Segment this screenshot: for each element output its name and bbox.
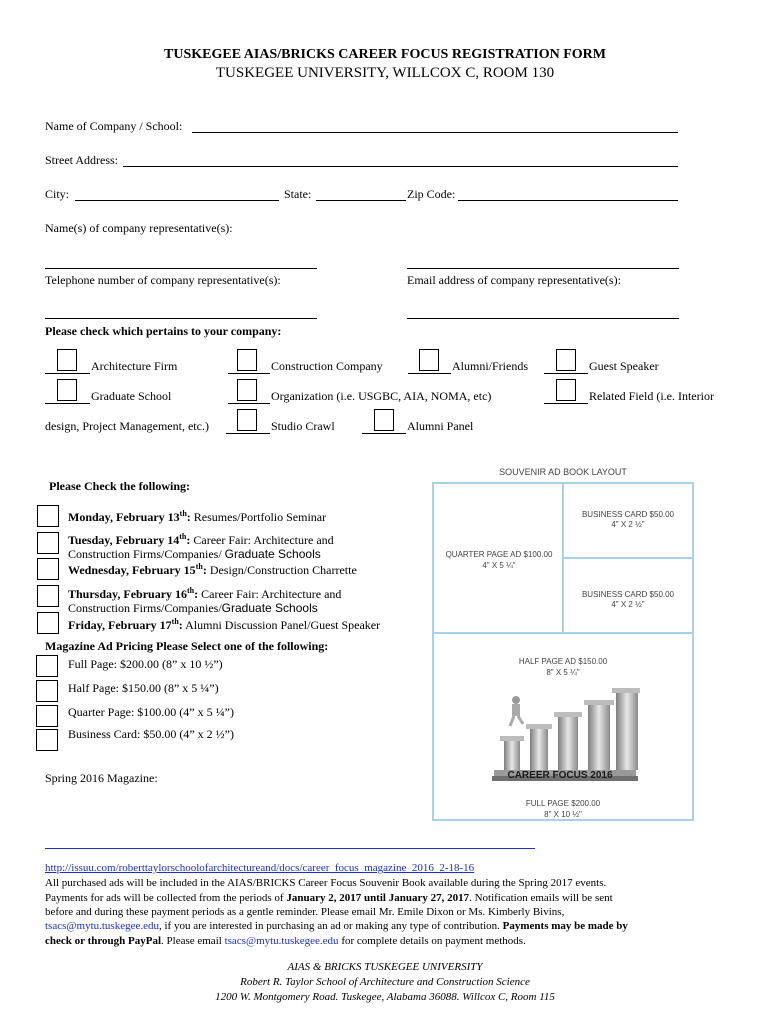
organization-label: Organization (i.e. USGBC, AIA, NOMA, etc)	[271, 389, 492, 403]
layout-card1-size: 4" X 2 ½"	[611, 520, 645, 529]
layout-card2: BUSINESS CARD $50.00	[581, 590, 675, 599]
pricing-heading: Magazine Ad Pricing Please Select one of the following:	[45, 639, 329, 653]
footer-paragraph-4: tsacs@mytu.tuskegee.edu, if you are interested in purchasing an ad or making any type of contribution. Payments may be made by	[45, 920, 628, 932]
street-input[interactable]	[123, 166, 678, 167]
footer-school: Robert R. Taylor School of Architecture and Construction Science	[240, 976, 530, 988]
layout-card2-size: 4" X 2 ½"	[611, 600, 645, 609]
graduate-checkbox[interactable]	[57, 379, 77, 401]
zip-label: Zip Code:	[407, 187, 456, 201]
layout-quarter-size: 4" X 5 ¼"	[482, 561, 516, 570]
magazine-link[interactable]: http://issuu.com/roberttaylorschoolofarchitectureand/docs/career_focus_magazine_2016_2-18-16	[45, 862, 475, 874]
email-link-2[interactable]: tsacs@mytu.tuskegee.edu	[224, 935, 339, 947]
tuesday-event: Tuesday, February 14th: Career Fair: Architecture and	[68, 532, 334, 547]
spring-magazine-label: Spring 2016 Magazine:	[45, 771, 158, 785]
business-card-checkbox[interactable]	[36, 729, 58, 751]
studio-checkbox[interactable]	[237, 409, 257, 431]
city-input[interactable]	[75, 200, 279, 201]
footer-divider	[45, 848, 535, 849]
zip-input[interactable]	[458, 200, 678, 201]
guest-checkbox[interactable]	[556, 349, 576, 371]
thursday-event: Thursday, February 16th: Career Fair: Architecture and	[68, 586, 342, 601]
thursday-checkbox[interactable]	[37, 585, 59, 607]
footer-paragraph-2: Payments for ads will be collected from the periods of January 2, 2017 until January 27, 2017. Notification emails will be sent	[45, 892, 613, 904]
phone-input[interactable]	[45, 318, 317, 319]
layout-half-size: 8" X 5 ¼"	[546, 668, 580, 677]
wednesday-event: Wednesday, February 15th: Design/Construction Charrette	[68, 562, 357, 577]
monday-event: Monday, February 13th: Resumes/Portfolio Seminar	[68, 509, 327, 524]
email-link-1[interactable]: tsacs@mytu.tuskegee.edu	[45, 920, 159, 932]
footer-org: AIAS & BRICKS TUSKEGEE UNIVERSITY	[287, 961, 483, 973]
half-page-label: Half Page: $150.00 (8” x 5 ¼”)	[68, 681, 219, 695]
state-input[interactable]	[316, 200, 406, 201]
reps-input-1[interactable]	[45, 268, 317, 269]
half-page-checkbox[interactable]	[36, 680, 58, 702]
form-subtitle: TUSKEGEE UNIVERSITY, WILLCOX C, ROOM 130	[215, 65, 555, 81]
full-page-label: Full Page: $200.00 (8” x 10 ½”)	[68, 657, 223, 671]
architecture-checkbox[interactable]	[57, 349, 77, 371]
email-input[interactable]	[407, 318, 679, 319]
related-checkbox[interactable]	[556, 379, 576, 401]
footer-address: 1200 W. Montgomery Road. Tuskegee, Alabama 36088. Willcox C, Room 115	[215, 991, 555, 1003]
construction-label: Construction Company	[271, 359, 383, 373]
layout-banner: CAREER FOCUS 2016	[507, 770, 613, 781]
quarter-page-label: Quarter Page: $100.00 (4” x 5 ¼”)	[68, 705, 234, 719]
alumni-panel-checkbox[interactable]	[374, 409, 394, 431]
graduate-label: Graduate School	[91, 389, 172, 403]
reps-input-2[interactable]	[407, 268, 679, 269]
company-label: Name of Company / School:	[45, 119, 183, 133]
phone-label: Telephone number of company representative(s):	[45, 273, 281, 287]
alumni-checkbox[interactable]	[419, 349, 439, 371]
layout-title: SOUVENIR AD BOOK LAYOUT	[499, 467, 627, 477]
full-page-checkbox[interactable]	[36, 655, 58, 677]
email-label: Email address of company representative(s):	[407, 273, 621, 287]
monday-checkbox[interactable]	[37, 505, 59, 527]
tuesday-checkbox[interactable]	[37, 532, 59, 554]
guest-label: Guest Speaker	[589, 359, 659, 373]
events-heading: Please Check the following:	[49, 479, 190, 493]
alumni-label: Alumni/Friends	[452, 359, 529, 373]
footer-paragraph-5: check or through PayPal. Please email tsacs@mytu.tuskegee.edu for complete details on payment methods.	[45, 935, 526, 947]
footer-paragraph-3: before and during these payment periods as a gentle reminder. Please email Mr. Emile Dixon or Ms. Kimberly Bivins,	[45, 906, 565, 918]
construction-checkbox[interactable]	[237, 349, 257, 371]
business-card-label: Business Card: $50.00 (4” x 2 ½”)	[68, 727, 234, 741]
company-type-heading: Please check which pertains to your company:	[45, 324, 282, 338]
friday-event: Friday, February 17th: Alumni Discussion Panel/Guest Speaker	[68, 617, 381, 632]
layout-full-size: 8" X 10 ½"	[544, 810, 582, 819]
state-label: State:	[284, 187, 312, 201]
thursday-event-cont: Construction Firms/Companies/Graduate Schools	[68, 601, 318, 615]
layout-card1: BUSINESS CARD $50.00	[581, 510, 675, 519]
related-label: Related Field (i.e. Interior	[589, 389, 714, 403]
city-label: City:	[45, 187, 70, 201]
friday-checkbox[interactable]	[37, 612, 59, 634]
architecture-label: Architecture Firm	[91, 359, 178, 373]
organization-checkbox[interactable]	[237, 379, 257, 401]
layout-full: FULL PAGE $200.00	[525, 799, 601, 808]
street-label: Street Address:	[45, 153, 118, 167]
alumni-panel-label: Alumni Panel	[407, 419, 474, 433]
related-label-cont: design, Project Management, etc.)	[45, 419, 209, 433]
studio-label: Studio Crawl	[271, 419, 335, 433]
footer-paragraph-1: All purchased ads will be included in the AIAS/BRICKS Career Focus Souvenir Book available during the Spring 2017 events.	[45, 877, 607, 889]
layout-quarter: QUARTER PAGE AD $100.00	[445, 550, 553, 559]
layout-half: HALF PAGE AD $150.00	[518, 657, 608, 666]
reps-label: Name(s) of company representative(s):	[45, 221, 233, 235]
tuesday-event-cont: Construction Firms/Companies/ Graduate Schools	[68, 547, 321, 561]
wednesday-checkbox[interactable]	[37, 558, 59, 580]
form-title: TUSKEGEE AIAS/BRICKS CAREER FOCUS REGISTRATION FORM	[164, 47, 606, 62]
quarter-page-checkbox[interactable]	[36, 705, 58, 727]
career-pillars-illustration	[490, 682, 640, 782]
company-input[interactable]	[192, 132, 678, 133]
